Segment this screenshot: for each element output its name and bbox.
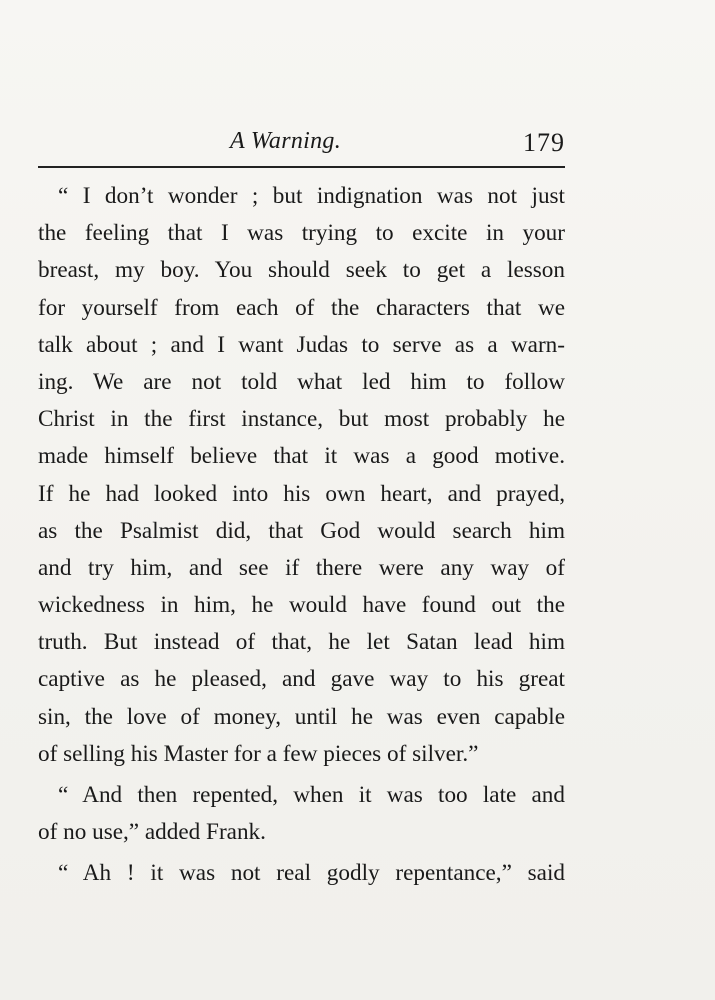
text-line: truth. But instead of that, he let Satan lead him (38, 629, 565, 656)
body-text (38, 178, 565, 893)
text-line: sin, the love of money, until he was even capable (38, 703, 565, 730)
text-line: ing. We are not told what led him to follow (38, 368, 565, 395)
text-line: made himself believe that it was a good motive. (38, 443, 565, 470)
text-line: Christ in the first instance, but most probably he (38, 406, 565, 433)
paragraph (38, 777, 565, 851)
text-line: of selling his Master for a few pieces of silver.” (38, 740, 479, 767)
text-line: captive as he pleased, and gave way to his great (38, 666, 565, 693)
text-line: talk about ; and I want Judas to serve as a warn- (38, 331, 565, 358)
bleed-through-shadow (555, 120, 715, 150)
text-line: for yourself from each of the characters that we (38, 294, 565, 321)
paragraph (38, 855, 565, 892)
text-line: and try him, and see if there were any way of (38, 554, 565, 581)
text-line: of no use,” added Frank. (38, 819, 266, 846)
text-line: “ I don’t wonder ; but indignation was not just (58, 183, 565, 209)
text-line: the feeling that I was trying to excite in your (38, 220, 565, 247)
running-title: A Warning. (230, 128, 342, 154)
text-line: “ And then repented, when it was too late and (58, 782, 565, 808)
paragraph (38, 178, 565, 773)
page-number: 179 (523, 128, 565, 157)
running-head (38, 128, 565, 162)
text-line: “ Ah ! it was not real godly repentance,” said (58, 860, 565, 887)
text-line: wickedness in him, he would have found out the (38, 592, 565, 619)
text-line: breast, my boy. You should seek to get a lesson (38, 257, 565, 284)
header-rule (38, 166, 565, 168)
text-line: If he had looked into his own heart, and prayed, (38, 480, 565, 507)
text-line: as the Psalmist did, that God would search him (38, 517, 565, 544)
